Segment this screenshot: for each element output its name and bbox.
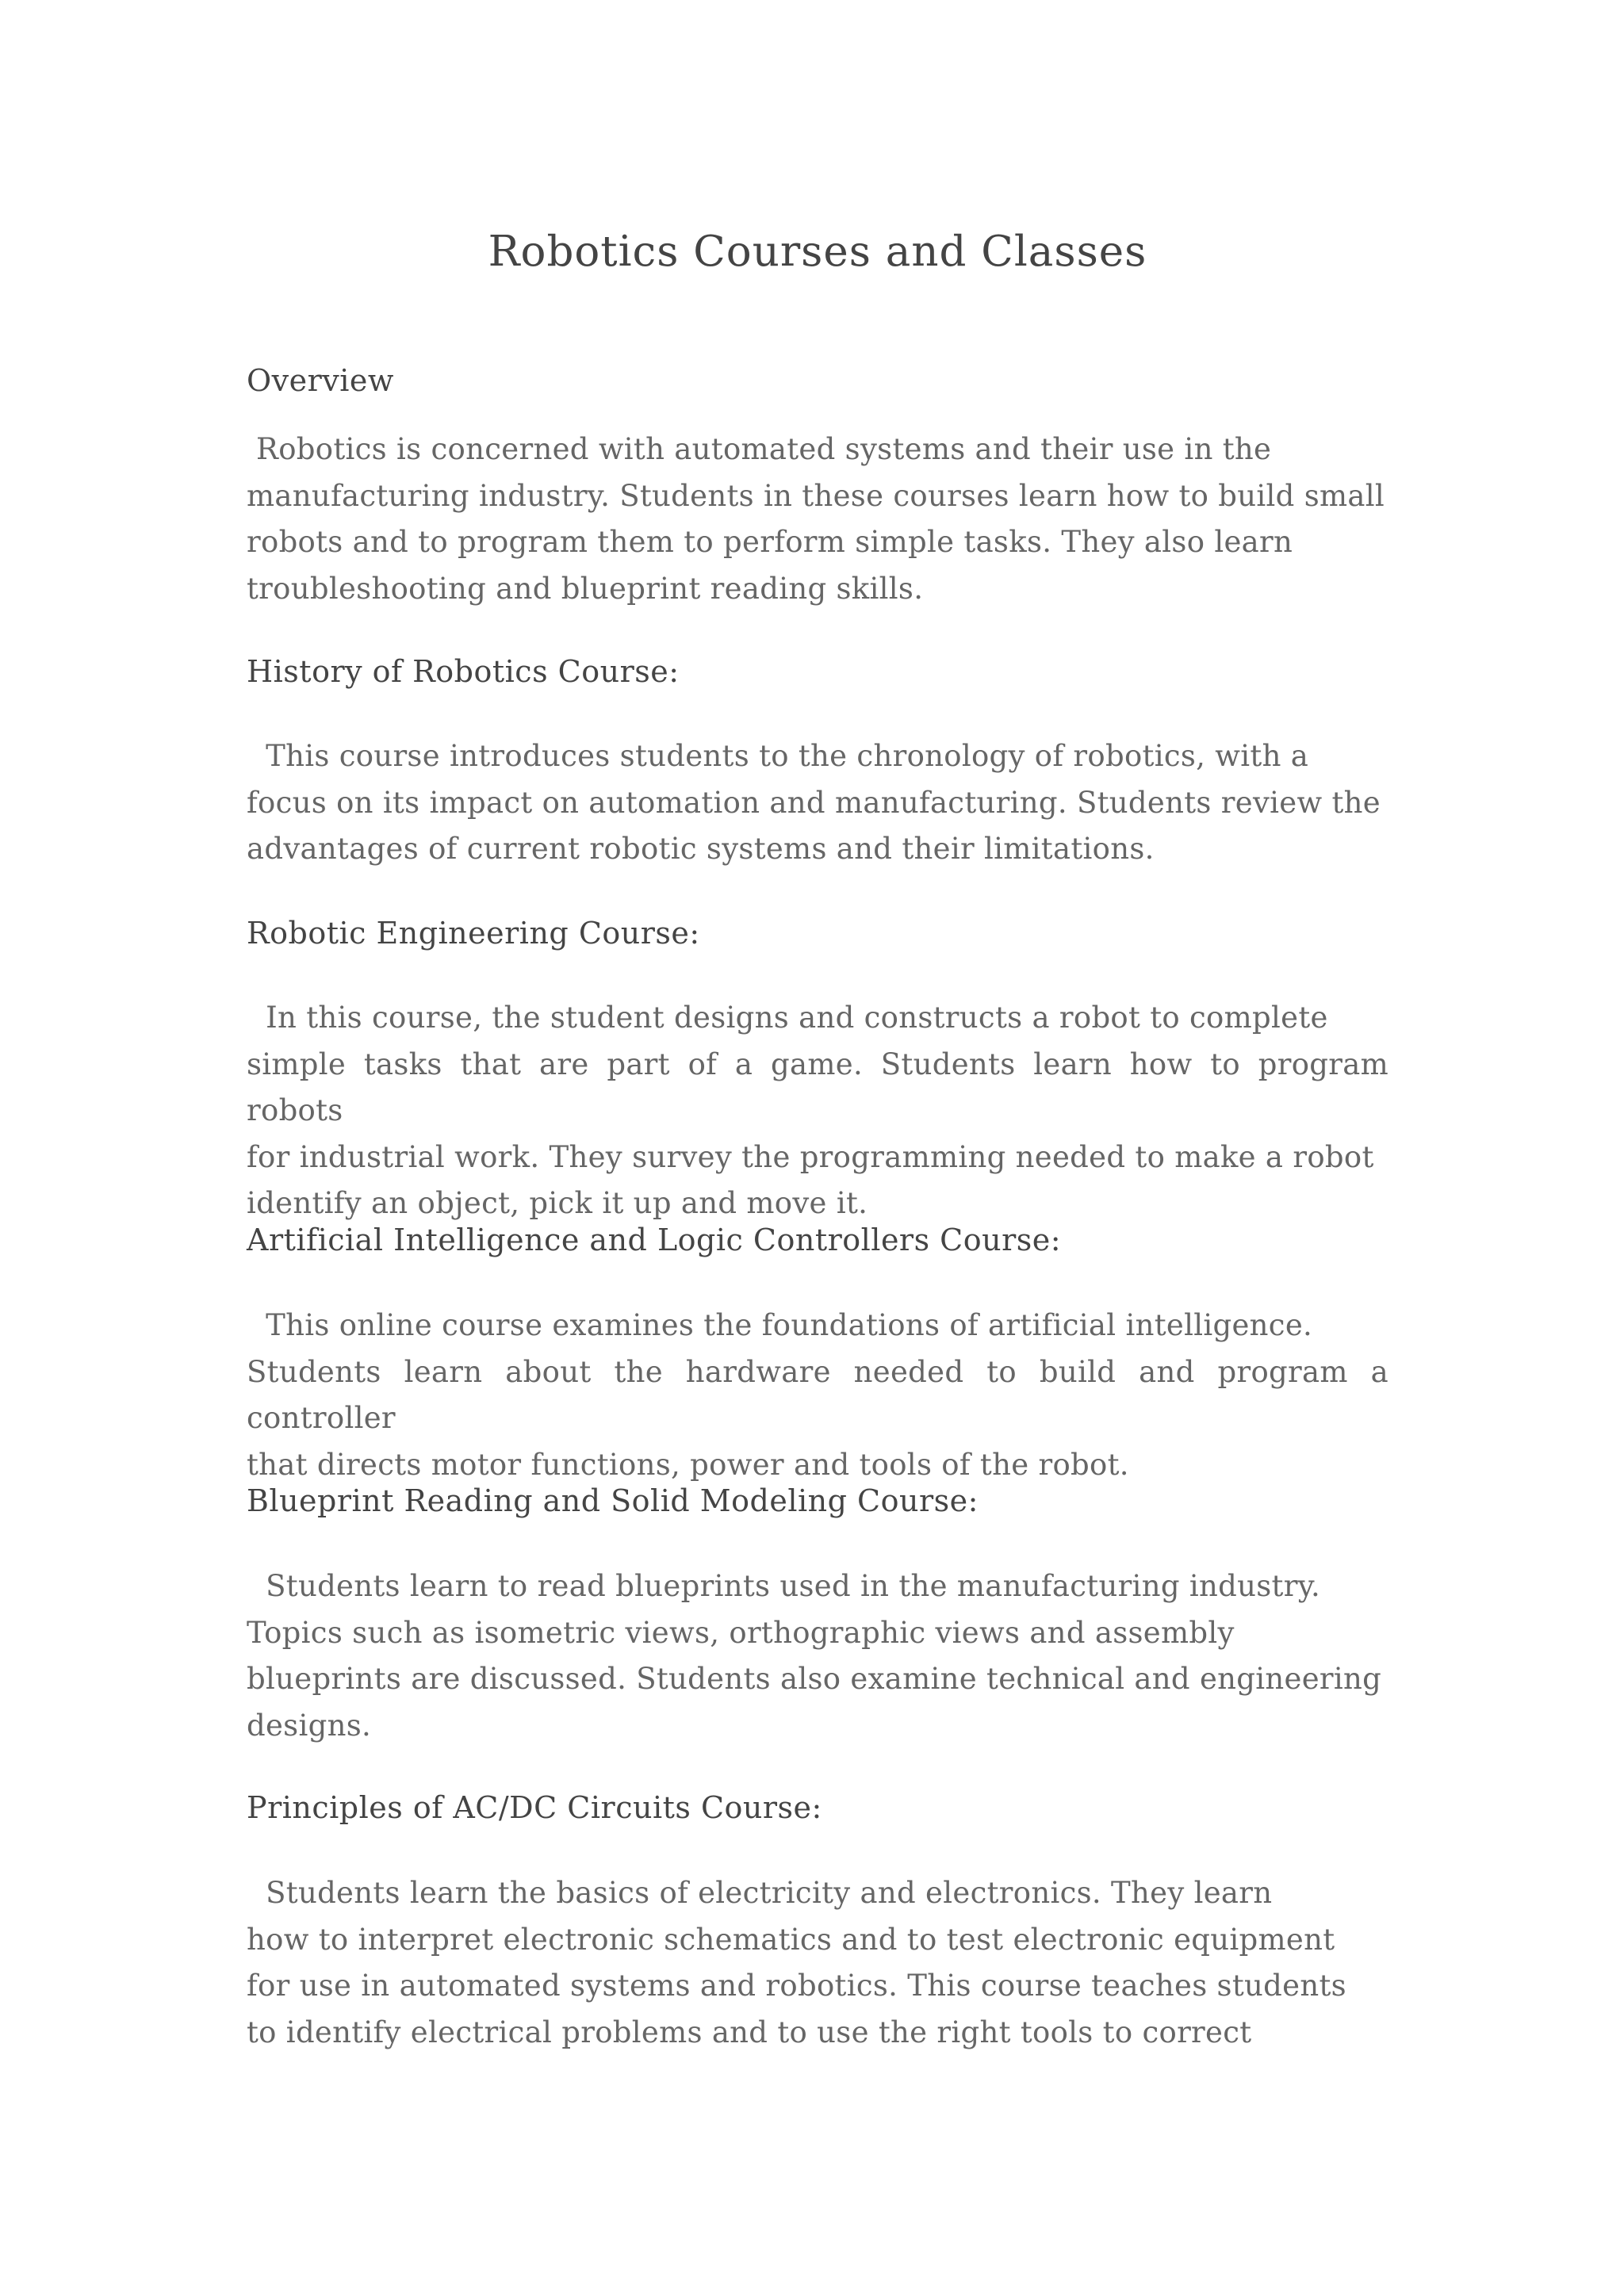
section-heading-overview: Overview	[247, 363, 394, 398]
paragraph-line: Students learn the basics of electricity and electronics. They learn	[247, 1876, 1273, 1910]
paragraph-line: This course introduces students to the chronology of robotics, with a	[247, 739, 1309, 773]
paragraph-line: This online course examines the foundations of artificial intelligence.	[247, 1308, 1313, 1342]
paragraph-line: Robotics is concerned with automated systems and their use in the	[247, 432, 1272, 466]
paragraph-line: focus on its impact on automation and manufacturing. Students review the	[247, 785, 1381, 820]
section-heading-history: History of Robotics Course:	[247, 654, 680, 689]
section-body-overview	[247, 427, 1388, 612]
paragraph-line: blueprints are discussed. Students also examine technical and engineering	[247, 1662, 1382, 1696]
section-heading-ai-logic-controllers: Artificial Intelligence and Logic Controllers Course:	[247, 1223, 1062, 1257]
paragraph-line: to identify electrical problems and to use the right tools to correct	[247, 2015, 1252, 2049]
section-body-history	[247, 733, 1388, 873]
paragraph-line: In this course, the student designs and constructs a robot to complete	[247, 1001, 1328, 1035]
document-title: Robotics Courses and Classes	[488, 228, 1147, 276]
section-body-robotic-engineering	[247, 995, 1388, 1227]
section-body-blueprint-reading	[247, 1563, 1388, 1749]
paragraph-line: for industrial work. They survey the programming needed to make a robot	[247, 1139, 1374, 1174]
paragraph-line: for use in automated systems and robotics. This course teaches students	[247, 1969, 1346, 2003]
paragraph-line: identify an object, pick it up and move it.	[247, 1186, 868, 1220]
section-heading-acdc-circuits: Principles of AC/DC Circuits Course:	[247, 1790, 822, 1825]
paragraph-line: Topics such as isometric views, orthographic views and assembly	[247, 1615, 1235, 1650]
paragraph-line: advantages of current robotic systems and their limitations.	[247, 832, 1155, 866]
paragraph-line: troubleshooting and blueprint reading skills.	[247, 571, 924, 606]
paragraph-line: Students learn about the hardware needed to build and program a controller	[247, 1354, 1388, 1435]
section-body-acdc-circuits	[247, 1870, 1388, 2056]
paragraph-line: designs.	[247, 1708, 372, 1743]
paragraph-line: manufacturing industry. Students in these courses learn how to build small	[247, 478, 1385, 513]
paragraph-line: robots and to program them to perform simple tasks. They also learn	[247, 525, 1293, 559]
section-heading-blueprint-reading: Blueprint Reading and Solid Modeling Course:	[247, 1483, 979, 1518]
paragraph-line: how to interpret electronic schematics and to test electronic equipment	[247, 1922, 1335, 1957]
paragraph-line: that directs motor functions, power and tools of the robot.	[247, 1447, 1129, 1482]
section-heading-robotic-engineering: Robotic Engineering Course:	[247, 916, 700, 951]
section-body-ai-logic-controllers	[247, 1303, 1388, 1488]
paragraph-line: Students learn to read blueprints used in the manufacturing industry.	[247, 1569, 1321, 1603]
paragraph-line: simple tasks that are part of a game. Students learn how to program robots	[247, 1047, 1388, 1127]
